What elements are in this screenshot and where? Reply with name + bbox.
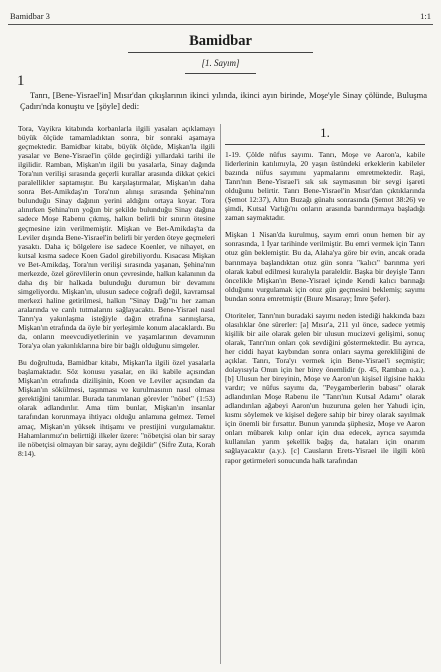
verse-number: 1 bbox=[17, 73, 25, 89]
header-book-ref: Bamidbar 3 bbox=[10, 11, 50, 21]
commentary-paragraph: 1-19. Çölde nüfus sayımı. Tanrı, Moşe ve Aaron'a, kabile liderlerinin katılımıyla, 20 yaşın üstündeki erkeklerin kabileler bazında nüfus sayımını yapmalarını emretmektedir. Raşi, Tanrı'nın Bene-Yisrael'i sık sık saymasının bir sevgi işareti olduğunu belirtir. Tanrı Bene-Yisrael'in Mısır'dan çıktıklarında (Şemot 12:37), Altın Buzağı günahı sonrasında (Şemot 38:26) ve şimdi, Kutsal Varlığı'nı onların arasında barındırmaya başladığı zaman saymaktadır. bbox=[225, 150, 425, 223]
commentary-paragraph: Tora, Vayikra kitabında korbanlarla ilgili yasaları açıklamayı büyük ölçüde tamamladıktan sonra, bir sonraki aşamaya geçmektedir. Bamidbar kitabı, büyük ölçüde, Mişkan'la ilgili yasalar ve Bene-Yisrael'in çölde geçirdiği yıllardaki tarihi ile ilgilidir. Ramban, Mişkan'ın ilgili bu yasalarla, Sinay dağında Tora'nın verilişi sırasında geçerli kurallar arasında dikkat çekici paralellikler saptamıştır. Bu karşılaştırmalar, Mişkan'ın daha sonra Bet-Amikdaş'ın Tora'nın alınışı sırasında Şehina'nın bulunduğu Sinay dağının yerini aldığını ortaya koyar. Tora alınırken Şehina'nın yoğun bir şekilde bulunduğu Sinay dağına sadece Moşe Rabenu çıkmış, halkın belirli bir sınırın ötesine geçmesine izin verilmemiştir. Mişkan ve Bet-Amikdaş'ta da Leviler dışında Bene-Yisrael'in belirli bir yerden öteye geçmeleri yasaktı. Daha iç bölgelere ise sadece Koenler, ve nihayet, en kutsal kısma sadece Koen Gadol girebiliyordu. Kısacası Mişkan ve Bet-Amikdaş, Tora'nın verilişi sırasında yaşanan, Şehina'nın merkezde, özel görevlilerin onun çevresinde, halkın kalanının da daha dış bir halkada bulunduğu durumun bir devamını simgeliyordu. Mişkan'ın, ulusun sadece coğrafi değil, kavramsal merkezi haline getirilmesi, halkın "Sinay Dağı"nı her zaman aralarında ve canlı tutmalarını sağlayacaktı. Bene-Yisrael nasıl Tanrı'ya yakınlaşma isteğiyle dağın etrafına sarınışlarsa, Mişkan'ın etrafında da öyle bir yerleşimle konum alacaklardı. Bu da, onların meevcudiyetlerinin ve yaşamlarının devamının Tora'ya olan yakınlıklarına bire bir bağlı olduğunu simgeler. bbox=[18, 124, 215, 351]
commentary-left-column bbox=[18, 124, 215, 461]
section-number: 1. bbox=[320, 125, 330, 140]
commentary-paragraph: Mişkan 1 Nisan'da kurulmuş, sayım emri onun hemen bir ay sonrasında, 1 İyar tarihinde verilmiştir. Bu emri vermek için Tanrı otuz gün beklemiştir. Bu da, Alaha'ya göre bir evin, ancak orada barınmaya başlandıktan otuz gün sonra "kalıcı" barınma yeri olarak kabul edilmesi kuralıyla paraleldir. Başka bir deyişle Tanrı öncelikle Mişkan'ın Bene-Yisrael içinde Kendi kalıcı barınağı olduğunu vurgulamak için otuz gün geçmesini beklemiş; sayımı bundan sonra emretmiştir (Bıure Mısaray; İmre Şefer). bbox=[225, 230, 425, 303]
commentary-right-column bbox=[225, 124, 425, 468]
subtitle-rule bbox=[185, 73, 256, 74]
verse-text: Tanrı, [Bene-Yisrael'in] Mısır'dan çıkışlarının ikinci yılında, ikinci ayın birinde, Moşe'yle Sinay çölünde, Buluşma Çadırı'nda konuştu ve [şöyle] dedi: bbox=[20, 90, 427, 111]
header-verse-ref: 1:1 bbox=[420, 11, 431, 21]
commentary-paragraph: Bu doğrultuda, Bamidbar kitabı, Mişkan'la ilgili özel yasalarla başlamaktadır. Söz konusu yasalar, en iki kabile açısından Mişkan'ın etrafında dizilişinin, Koen ve Leviler açısından da Mişkan'ın sökülmesi, taşınması ve kurulmasının nasıl olması gerektiğini tanımlar. Burada tanımlanan görevler "nöbet" (1:53) olarak adlandırılır. Ama tüm bunlar, Mişkan'ın insanlar tarafından korunmaya ihtiyacı olduğu anlamına gelmez. Temel amaç, Mişkan'ın yüksek ihtişamı ve prestijini vurgulamaktır. Hahamlarımız'ın belirttiği ilkeler üzere: "nöbetçisi olan bir saray ile nöbetçisi olmayan bir saray, aynı değildir" (Sifre Zuta, Korah 8:14). bbox=[18, 358, 215, 458]
page-header bbox=[8, 8, 433, 25]
commentary-paragraph: Otoriteler, Tanrı'nın buradaki sayımı neden istediği hakkında bazı olasılıklar öne sürerler: [a] Mısır'a, 211 yıl önce, sadece yetmiş kişilik bir aile olarak gelen bir ulusun mucizevi gelişimi, sonuç olarak, Tanrı'nın onları çok sevdiğini göstermektedir. Bu ayrıca, her ciddi hayat kaybından sonra onları sayma gerekliliğini de açıklar. Tanrı, Tora'yı vermek için Bene-Yisrael'i seçmiştir; dolayısıyla Onun için her birey önemlidir (p. 45, Ramban o.a.). [b] Ulusun her bireyinin, Moşe ve Aaron'un kişisel ilgisine hakkı vardır; ve nüfus sayımı da, "Peygamberlerin babası" olarak adlandırılan Moşe Rabenu ile "Tanrı'nın Kutsal Adamı" olarak adlandırılan ağabeyi Aaron'un huzuruna gelen her Yahudi için, kısmı söylemek ve kişisel değere sahip bir birey olarak sayılmak için önemli bir fırsattır. Bunun yanında şüphesiz, Moşe ve Aaron onları mübarek kılıp onlar için dua edecek, ayrıca sayımda kullanılan yarım şekellik bağış da, hataları için onarım sağlayacaktır (a.y.). [c] Causların Erets-Yisrael ile ilgili kötü rapor getirmeleri sonucunda halk tarafından bbox=[225, 310, 425, 465]
section-subtitle: [1. Sayım] bbox=[201, 58, 240, 68]
page-title: Bamidbar bbox=[189, 33, 252, 49]
section-rule bbox=[225, 144, 425, 145]
column-divider bbox=[220, 124, 221, 664]
title-rule bbox=[128, 52, 313, 53]
